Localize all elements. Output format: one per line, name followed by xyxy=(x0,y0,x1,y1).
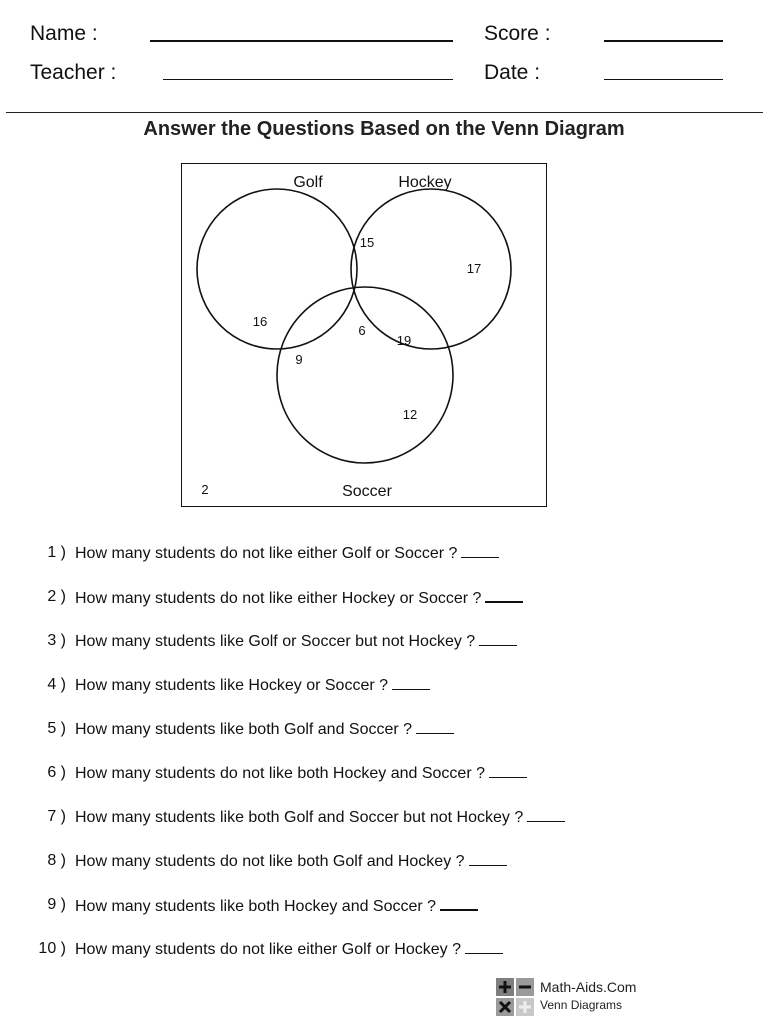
answer-blank[interactable] xyxy=(392,674,430,690)
region-golf-hockey: 15 xyxy=(359,235,375,250)
math-operators-icon xyxy=(496,978,534,1016)
question-text: How many students like both Hockey and Soccer ? xyxy=(75,898,437,915)
question-text: How many students do not like either Golf or Soccer ? xyxy=(75,545,458,562)
question-number: 7 ) xyxy=(47,808,66,825)
question-text: How many students do not like either Golf or Hockey ? xyxy=(75,941,461,958)
question-number: 2 ) xyxy=(47,588,66,605)
header-divider xyxy=(6,112,763,113)
region-none: 2 xyxy=(201,482,209,497)
question-number: 4 ) xyxy=(47,676,66,693)
set-label-soccer: Soccer xyxy=(342,483,392,500)
question-number: 8 ) xyxy=(47,852,66,869)
page-title: Answer the Questions Based on the Venn Diagram xyxy=(143,118,625,140)
question-number: 5 ) xyxy=(47,720,66,737)
question-number: 3 ) xyxy=(47,632,66,649)
question-text: How many students like Golf or Soccer but not Hockey ? xyxy=(75,633,476,650)
answer-blank[interactable] xyxy=(461,542,499,558)
teacher-label: Teacher : xyxy=(30,61,117,84)
answer-blank[interactable] xyxy=(469,850,507,866)
name-label: Name : xyxy=(30,22,98,45)
question-text: How many students do not like both Golf and Hockey ? xyxy=(75,853,465,870)
score-field-line[interactable] xyxy=(604,40,723,42)
question-number: 9 ) xyxy=(47,896,66,913)
region-golf-only: 16 xyxy=(252,314,268,329)
brand-name: Math-Aids.Com xyxy=(540,979,637,995)
hockey-circle xyxy=(351,189,511,349)
answer-blank[interactable] xyxy=(440,894,478,911)
teacher-field-line[interactable] xyxy=(163,79,453,80)
answer-blank[interactable] xyxy=(485,586,523,603)
answer-blank[interactable] xyxy=(465,938,503,954)
question-number: 10 ) xyxy=(38,940,66,957)
answer-blank[interactable] xyxy=(416,718,454,734)
region-golf-soccer: 9 xyxy=(295,352,303,367)
answer-blank[interactable] xyxy=(527,806,565,822)
question-text: How many students like both Golf and Soccer but not Hockey ? xyxy=(75,809,524,826)
venn-diagram xyxy=(181,163,547,508)
set-label-golf: Golf xyxy=(293,174,323,191)
question-number: 1 ) xyxy=(47,544,66,561)
region-hockey-only: 17 xyxy=(466,261,482,276)
question-text: How many students like Hockey or Soccer ? xyxy=(75,677,389,694)
region-soccer-only: 12 xyxy=(402,407,418,422)
name-field-line[interactable] xyxy=(150,40,453,42)
question-number: 6 ) xyxy=(47,764,66,781)
date-label: Date : xyxy=(484,61,541,84)
question-text: How many students do not like either Hockey or Soccer ? xyxy=(75,590,482,607)
brand-subtitle: Venn Diagrams xyxy=(540,998,623,1012)
answer-blank[interactable] xyxy=(479,630,517,646)
question-text: How many students do not like both Hockey and Soccer ? xyxy=(75,765,485,782)
region-hockey-soccer: 19 xyxy=(396,333,412,348)
region-all-three: 6 xyxy=(358,323,366,338)
answer-blank[interactable] xyxy=(489,762,527,778)
score-label: Score : xyxy=(484,22,551,45)
question-text: How many students like both Golf and Soccer ? xyxy=(75,721,413,738)
golf-circle xyxy=(197,189,357,349)
date-field-line[interactable] xyxy=(604,79,723,80)
set-label-hockey: Hockey xyxy=(398,174,452,191)
